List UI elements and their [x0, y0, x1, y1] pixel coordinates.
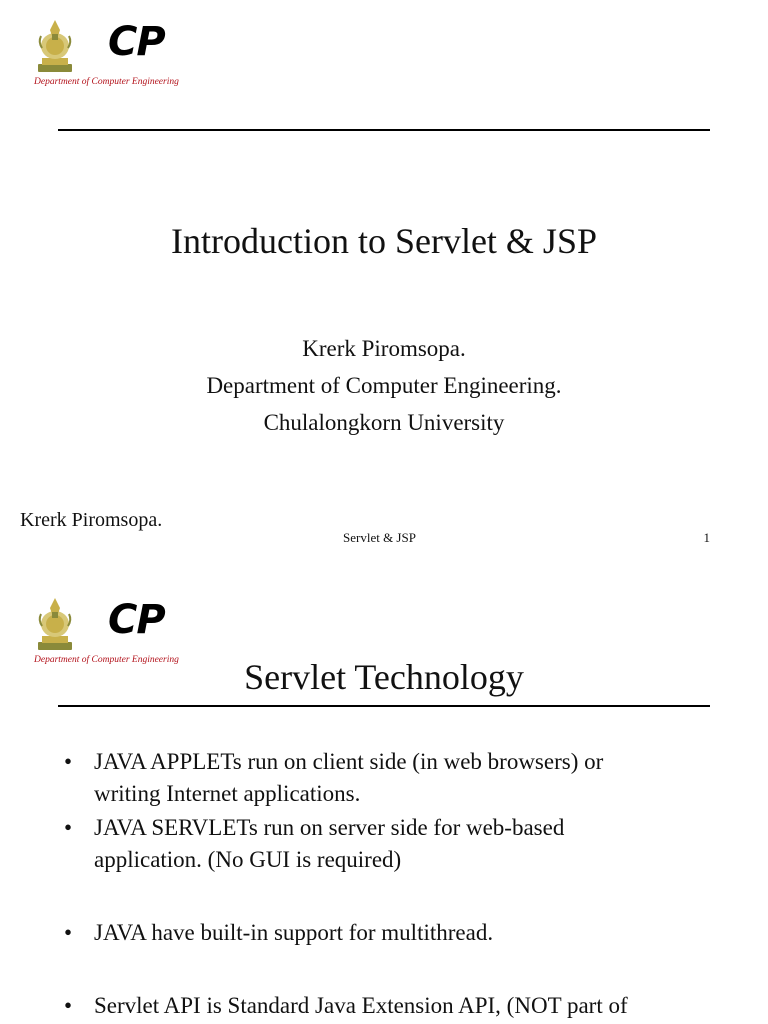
- phra-kiao-emblem-icon: [34, 596, 76, 654]
- slide-2: [0, 560, 768, 1024]
- bullet-marker: •: [64, 749, 73, 774]
- bullet-text-line: application. (No GUI is required): [94, 847, 402, 872]
- bullet-list: [62, 746, 722, 1022]
- cp-logo-mark: CP: [108, 597, 165, 643]
- bullet-marker: •: [64, 993, 73, 1018]
- bullet-text-line: JAVA have built-in support for multithread.: [94, 920, 494, 945]
- author-department: Department of Computer Engineering.: [206, 373, 562, 398]
- page-number: 1: [703, 530, 710, 545]
- cp-logo-mark: CP: [108, 19, 165, 65]
- bullet-item: [62, 917, 722, 949]
- bullet-item: [62, 812, 722, 876]
- slide-title: Introduction to Servlet & JSP: [171, 221, 597, 261]
- bullet-item: [62, 746, 722, 810]
- title-divider: [58, 705, 710, 707]
- bullet-text-line: JAVA APPLETs run on client side (in web browsers) or: [94, 749, 604, 774]
- logo-department-label: Department of Computer Engineering: [34, 77, 179, 87]
- bullet-text-line: Servlet API is Standard Java Extension API, (NOT part of: [94, 993, 628, 1018]
- author-university: Chulalongkorn University: [263, 410, 505, 435]
- author-block: [0, 330, 768, 441]
- slide-title: Servlet Technology: [244, 657, 524, 697]
- phra-kiao-emblem-icon: [34, 18, 76, 76]
- bullet-marker: •: [64, 920, 73, 945]
- bullet-text-line: writing Internet applications.: [94, 781, 361, 806]
- author-name: Krerk Piromsopa.: [302, 336, 466, 361]
- bullet-item: [62, 990, 722, 1022]
- bullet-text-line: JAVA SERVLETs run on server side for web-based: [94, 815, 565, 840]
- logo-department-label: Department of Computer Engineering: [34, 655, 179, 665]
- department-logo: [34, 18, 184, 90]
- footer-title: Servlet & JSP: [343, 530, 416, 545]
- title-divider: [58, 129, 710, 131]
- footer-author: Krerk Piromsopa.: [20, 509, 163, 531]
- bullet-marker: •: [64, 815, 73, 840]
